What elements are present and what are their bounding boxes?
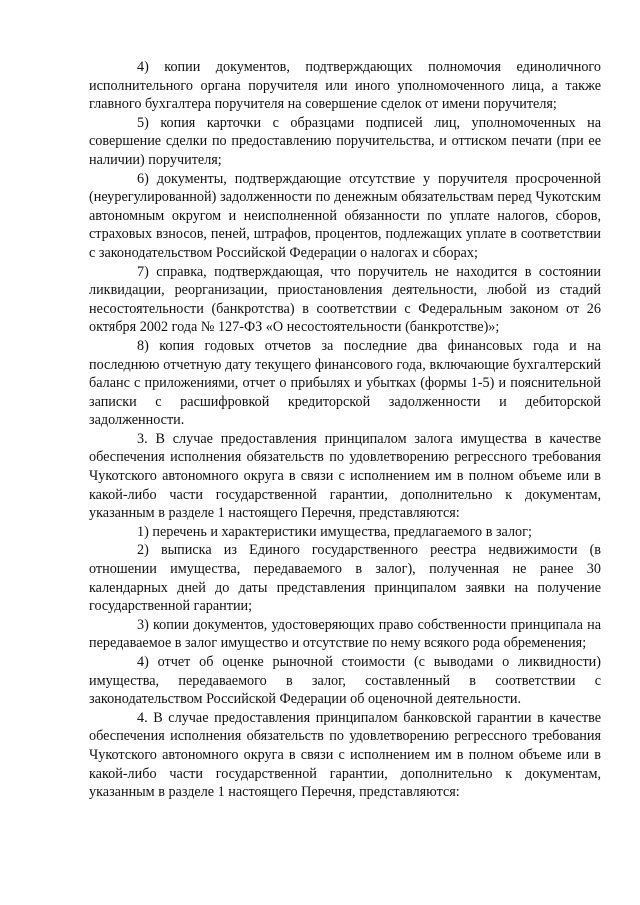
paragraph-pledge-item-4-valuation-report: 4) отчет об оценке рыночной стоимости (с выводами о ликвидности) имущества, передаваемого в залог, составленный в соответствии с законодательством Российской Федерации об оценочной деятельности.	[89, 654, 601, 708]
paragraph-item-7-liquidation-certificate: 7) справка, подтверждающая, что поручитель не находится в состоянии ликвидации, реорганизации, приостановления деятельности, любой из стадий несостоятельности (банкротства) в соответствии с Федеральным законом от 26 октября 2002 года № 127-ФЗ «О несостоятельности (банкротстве)»;	[89, 263, 601, 336]
paragraph-pledge-item-3-ownership-docs: 3) копии документов, удостоверяющих право собственности принципала на передаваемое в залог имущество и отсутствие по нему всякого рода обременения;	[89, 616, 601, 652]
paragraph-pledge-item-2-registry-extract: 2) выписка из Единого государственного реестра недвижимости (в отношении имущества, передаваемого в залог), полученная не ранее 30 календарных дней до даты представления принципалом заявки на получение государственной гарантии;	[89, 542, 601, 615]
paragraph-item-8-annual-reports: 8) копия годовых отчетов за последние два финансовых года и на последнюю отчетную дату текущего финансового года, включающие бухгалтерский баланс с приложениями, отчет о прибылях и убытках (формы 1-5) и пояснительной записки с расшифровкой кредиторской задолженности и дебиторской задолженности.	[89, 337, 601, 429]
document-page	[89, 58, 601, 802]
paragraph-section-4-bank-guarantee: 4. В случае предоставления принципалом банковской гарантии в качестве обеспечения исполнения обязательств по удовлетворению регрессного требования Чукотского автономного округа в связи с исполнением им в полном объеме или в какой-либо части государственной гарантии, дополнительно к документам, указанным в разделе 1 настоящего Перечня, представляются:	[89, 709, 601, 801]
paragraph-item-4-founder-docs: 4) копии документов, подтверждающих полномочия единоличного исполнительного органа поручителя или иного уполномоченного лица, а также главного бухгалтера поручителя на совершение сделок от имени поручителя;	[89, 59, 601, 113]
paragraph-pledge-item-1-property-list: 1) перечень и характеристики имущества, предлагаемого в залог;	[137, 523, 532, 540]
paragraph-section-3-pledge: 3. В случае предоставления принципалом залога имущества в качестве обеспечения исполнения обязательств по удовлетворению регрессного требования Чукотского автономного округа в связи с исполнением им в полном объеме или в какой-либо части государственной гарантии, дополнительно к документам, указанным в разделе 1 настоящего Перечня, представляются:	[89, 430, 601, 522]
paragraph-item-6-no-debt-docs: 6) документы, подтверждающие отсутствие у поручителя просроченной (неурегулированной) задолженности по денежным обязательствам перед Чукотским автономным округом и неисполненной обязанности по уплате налогов, сборов, страховых взносов, пеней, штрафов, процентов, подлежащих уплате в соответствии с законодательством Российской Федерации о налогах и сборах;	[89, 170, 601, 261]
paragraph-item-5-signature-card: 5) копия карточки с образцами подписей лиц, уполномоченных на совершение сделки по предоставлению поручительства, и оттиском печати (при ее наличии) поручителя;	[89, 114, 601, 168]
